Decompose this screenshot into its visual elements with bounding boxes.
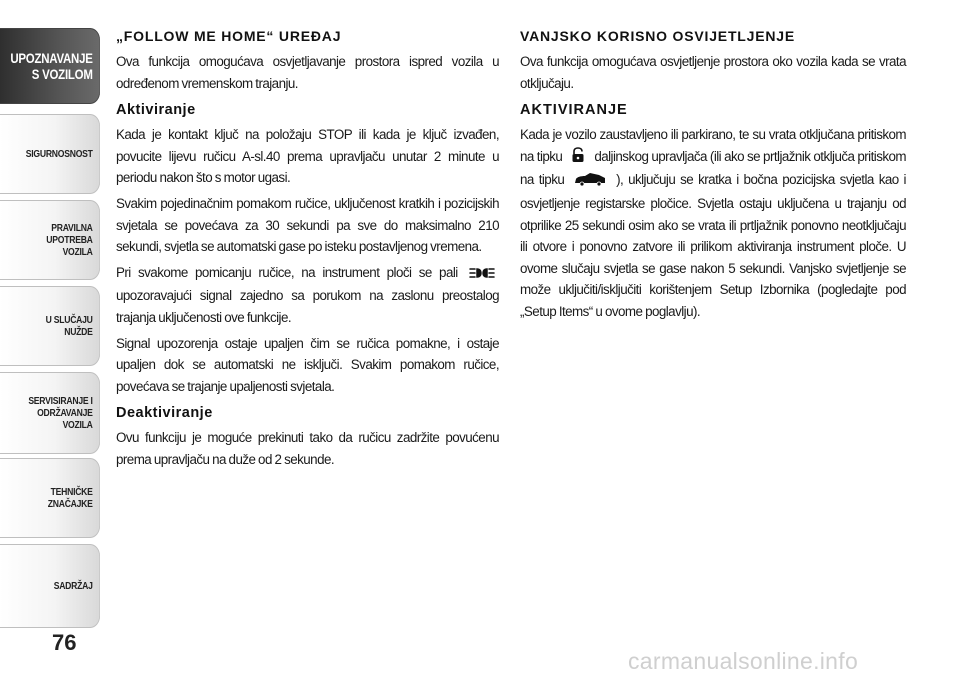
- exterior-activation-part-1: Kada je vozilo zaustavljeno ili parkirano, te su vrata otključana pritiskom na tipku: [520, 127, 906, 164]
- activation-paragraph-3-end: upozoravajući signal zajedno sa porukom na zaslonu preostalog trajanja uključenosti ove funkcije.: [116, 288, 499, 325]
- activation-paragraph-2: Svakim pojedinačnim pomakom ručice, uključenost kratkih i pozicijskih svjetala se povećava za 30 sekundi pa sve do maksimalno 210 sekundi, svjetla se automatski gase po isteku postavljenog vremena.: [116, 195, 499, 255]
- deactivation-heading: Deaktiviranje: [116, 405, 213, 422]
- tab-u-slucaju-nuzde[interactable]: U SLUČAJU NUŽDE: [0, 286, 100, 366]
- follow-me-home-title: „FOLLOW ME HOME“ UREĐAJ: [116, 28, 342, 44]
- tab-pravilna-upotreba[interactable]: PRAVILNA UPOTREBA VOZILA: [0, 200, 100, 280]
- exterior-activation-part-3: ), uključuju se kratka i bočna pozicijska svjetla kao i osvjetljenje registarske pločice. Svjetla ostaju uključena u trajanju od otprilike 25 sekundi osim ako se vrata ili prtljažnik ponovno neotključaju ili otvore i ponovno zatvore ili prilikom aktiviranja instrument ploče. U ovome slučaju svjetla se gase nakon 5 sekundi. Vanjsko svjetljenje se može uključiti/isključiti korištenjem Setup Izbornika (pogledajte pod „Setup Items“ u ovome poglavlju).: [520, 172, 906, 319]
- tab-sadrzaj[interactable]: SADRŽAJ: [0, 544, 100, 628]
- watermark-text: carmanualsonline.info: [628, 648, 859, 674]
- tab-sigurnosnost[interactable]: SIGURNOSNOST: [0, 114, 100, 194]
- exterior-lighting-section: [520, 28, 906, 327]
- follow-me-home-headlight-icon: [469, 264, 495, 286]
- follow-me-home-intro: Ova funkcija omogućava osvjetljavanje prostora ispred vozila u određenom vremenskom trajanju.: [116, 54, 499, 91]
- tab-servisiranje[interactable]: SERVISIRANJE I ODRŽAVANJE VOZILA: [0, 372, 100, 454]
- deactivation-paragraph: Ovu funkciju je moguće prekinuti tako da ručicu zadržite povućenu prema upravljaču na duže od 2 sekunde.: [116, 430, 499, 467]
- tab-tehnicke-znacajke[interactable]: TEHNIČKE ZNAČAJKE: [0, 458, 100, 538]
- activation-heading: Aktiviranje: [116, 102, 196, 119]
- exterior-lighting-title: VANJSKO KORISNO OSVIJETLJENJE: [520, 28, 796, 44]
- exterior-activation-part-2: daljinskog upravljača (ili ako se prtljažnik otključa pritiskom na tipku: [520, 148, 906, 188]
- padlock-unlock-icon: [569, 147, 587, 170]
- page-number: 76: [52, 630, 77, 655]
- exterior-lighting-intro: Ova funkcija omogućava osvjetljenje prostora oko vozila kada se vrata otključaju.: [520, 54, 906, 91]
- exterior-activation-paragraph: [520, 124, 906, 322]
- activation-paragraph-3: [116, 262, 499, 329]
- activation-paragraph-4: Signal upozorenja ostaje upaljen čim se ručica pomakne, i ostaje upaljen dok se automatski ne isključi. Svakim pomakom ručice, povećava se trajanje upaljenosti svjetala.: [116, 335, 499, 394]
- follow-me-home-section: [116, 28, 499, 475]
- exterior-activation-heading: AKTIVIRANJE: [520, 102, 628, 119]
- car-trunk-icon: [573, 171, 607, 193]
- tab-upoznavanje[interactable]: UPOZNAVANJE S VOZILOM: [0, 28, 100, 104]
- activation-paragraph-3-start: Pri svakome pomicanju ručice, na instrument ploči se pali: [116, 264, 458, 280]
- activation-paragraph-1: Kada je kontakt ključ na položaju STOP ili kada je ključ izvađen, povucite lijevu ručicu A-sl.40 prema upravljaču unutar 2 minute u periodu nakon što s motor ugasi.: [116, 127, 499, 186]
